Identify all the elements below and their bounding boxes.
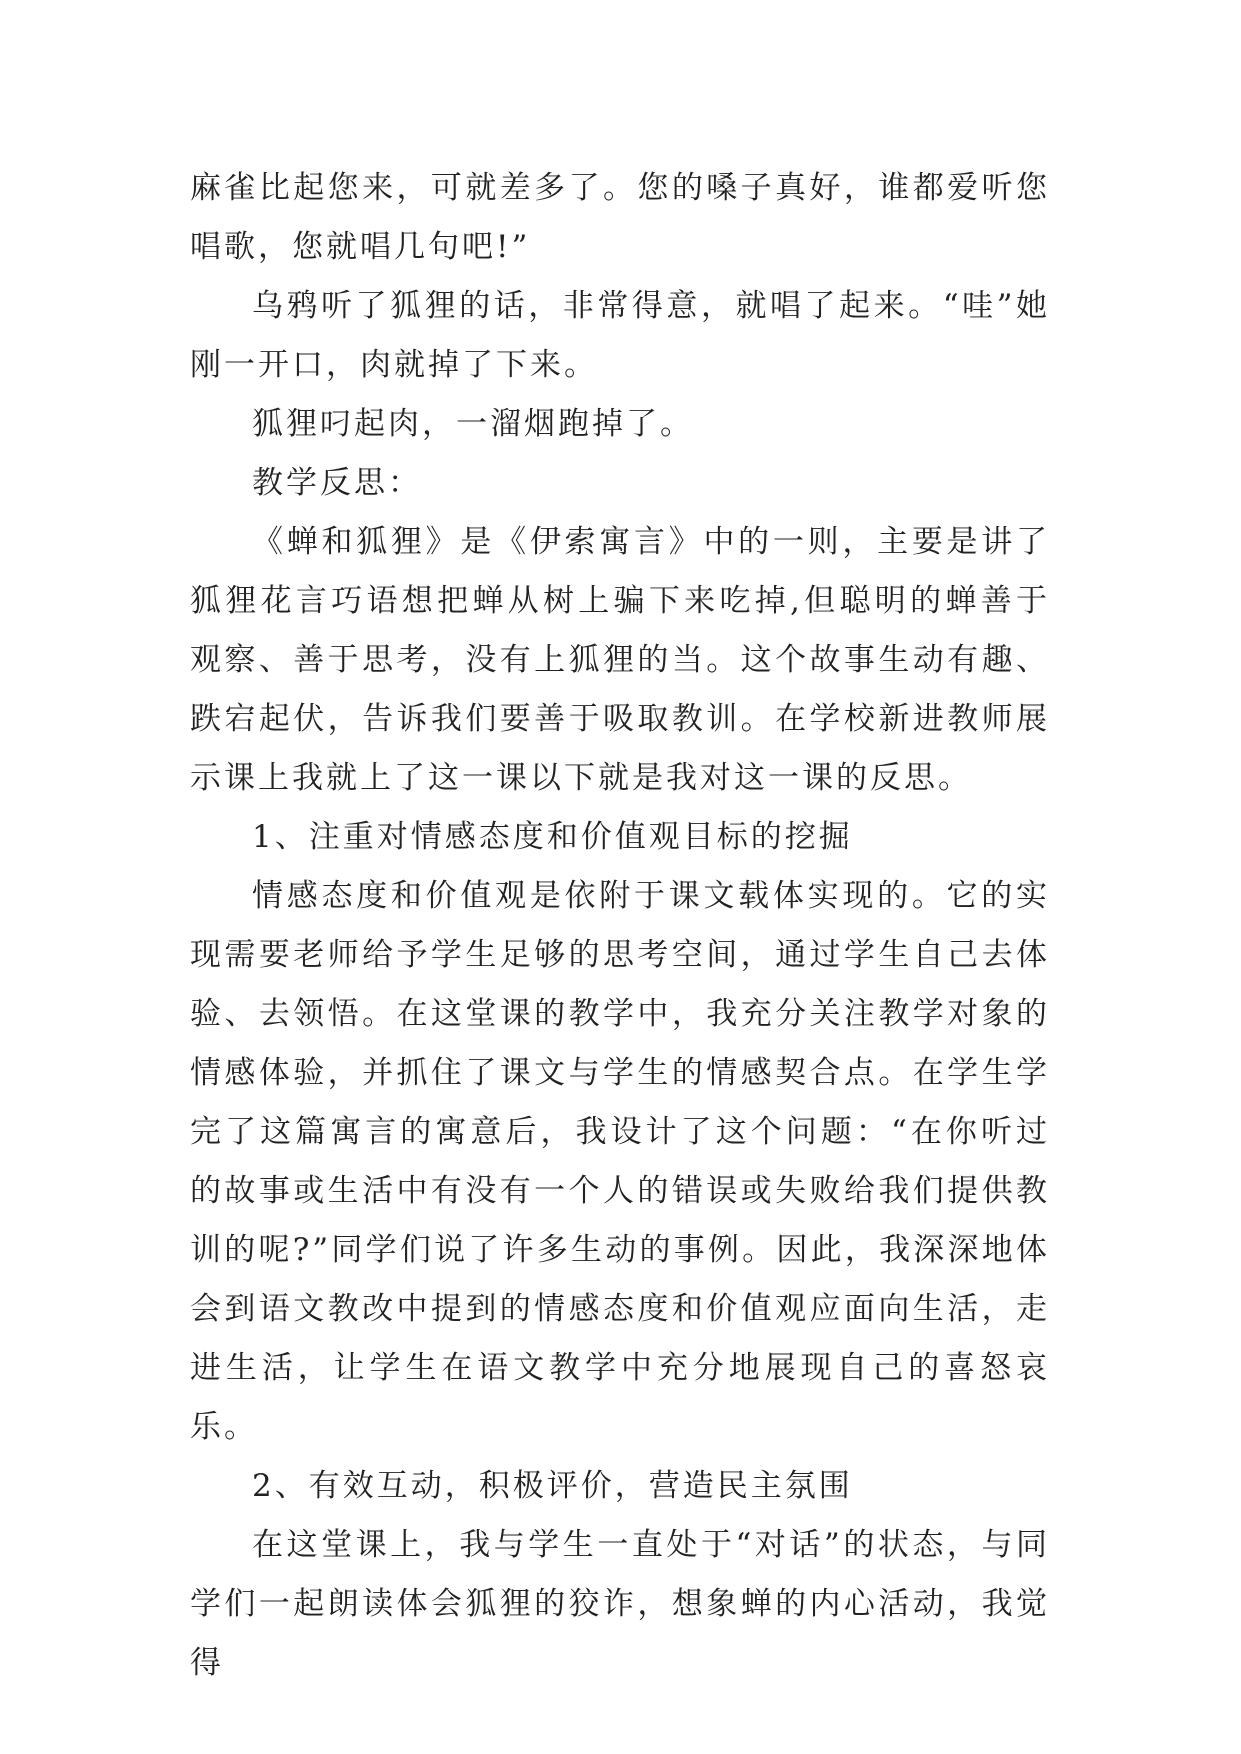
subheading-point-1: 1、注重对情感态度和价值观目标的挖掘 <box>252 819 853 855</box>
subheading-point-2: 2、有效互动，积极评价，营造民主氛围 <box>252 1468 853 1504</box>
paragraph-point-2: 在这堂课上，我与学生一直处于“对话”的状态，与同学们一起朗读体会狐狸的狡诈，想象蝉的内心活动，我觉得 <box>190 1527 1050 1681</box>
paragraph-reflection-intro: 《蝉和狐狸》是《伊索寓言》中的一则，主要是讲了狐狸花言巧语想把蝉从树上骗下来吃掉,但聪明的蝉善于观察、善于思考，没有上狐狸的当。这个故事生动有趣、跌宕起伏，告诉我们要善于吸取教训。在学校新进教师展示课上我就上了这一课以下就是我对这一课的反思。 <box>190 524 1050 796</box>
paragraph-point-1: 情感态度和价值观是依附于课文载体实现的。它的实现需要老师给予学生足够的思考空间，通过学生自己去体验、去领悟。在这堂课的教学中，我充分关注教学对象的情感体验，并抓住了课文与学生的情感契合点。在学生学完了这篇寓言的寓意后，我设计了这个问题：“在你听过的故事或生活中有没有一个人的错误或失败给我们提供教训的呢?”同学们说了许多生动的事例。因此，我深深地体会到语文教改中提到的情感态度和价值观应面向生活，走进生活，让学生在语文教学中充分地展现自己的喜怒哀乐。 <box>190 878 1050 1445</box>
paragraph-crow-sings: 乌鸦听了狐狸的话，非常得意，就唱了起来。“哇”她刚一开口，肉就掉了下来。 <box>190 288 1050 383</box>
body-text <box>190 159 1050 1693</box>
paragraph-fox-runs: 狐狸叼起肉，一溜烟跑掉了。 <box>252 406 694 442</box>
section-heading-reflection: 教学反思： <box>252 465 422 501</box>
paragraph-continued: 麻雀比起您来，可就差多了。您的嗓子真好，谁都爱听您唱歌，您就唱几句吧!” <box>190 170 1050 265</box>
